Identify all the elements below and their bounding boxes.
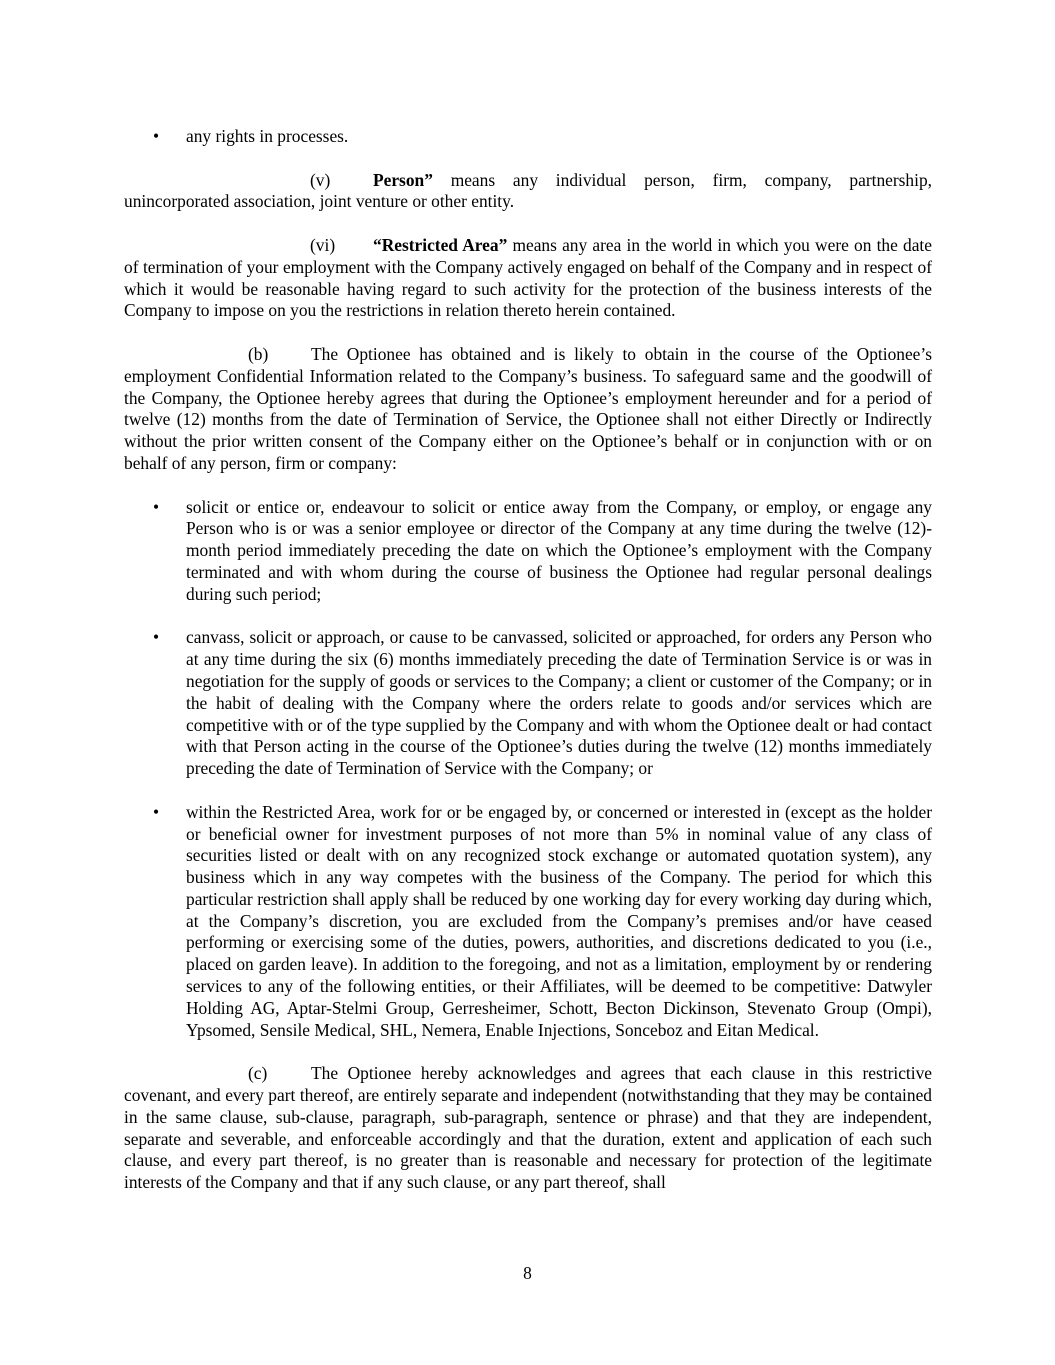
list-item (124, 126, 932, 148)
list-item-text: canvass, solicit or approach, or cause to be canvassed, solicited or approached, for orders any Person who at any time during the six (6) months immediately preceding the date of Termination Service is or was in negotiation for the supply of goods or services to the Company; a client or customer of the Company; or in the habit of dealing with the Company where the orders relate to goods and/or services which are competitive with or of the type supplied by the Company and with whom the Optionee dealt or had contact with that Person acting in the course of the Optionee’s duties during the twelve (12) months immediately preceding the date of Termination of Service with the Company; or (186, 627, 932, 779)
list-item-text: within the Restricted Area, work for or be engaged by, or concerned or interested in (except as the holder or beneficial owner for investment purposes of not more than 5% in nominal value of any class of securities listed or dealt with on any recognized stock exchange or automated quotation system), any business which in any way competes with the business of the Company. The period for which this particular restriction shall apply shall be reduced by one working day for every working day during which, at the Company’s discretion, you are excluded from the Company’s premises and/or have ceased performing or exercising some of the duties, powers, authorities, and discretions dedicated to you (i.e., placed on garden leave). In addition to the foregoing, and not as a limitation, employment by or rendering services to any of the following entities, or their Affiliates, will be deemed to be competitive: Datwyler Holding AG, Aptar-Stelmi Group, Gerresheimer, Schott, Becton Dickinson, Stevenato Group (Ompi), Ypsomed, Sensile Medical, SHL, Nemera, Enable Injections, Sonceboz and Eitan Medical. (186, 801, 932, 1040)
page-number: 8 (523, 1263, 532, 1283)
list-item (124, 627, 932, 780)
list-item-text: solicit or entice or, endeavour to solicit or entice away from the Company, or employ, or engage any Person who is or was a senior employee or director of the Company at any time during the twelve (12)-month period immediately preceding the date on which the Optionee’s employment with the Company terminated and with whom during the course of business the Optionee had regular personal dealings during such period; (186, 496, 932, 604)
clause-label: (vi) (310, 234, 336, 255)
document-body (124, 126, 932, 1194)
paragraph-c (124, 1063, 932, 1194)
bullet-icon: • (153, 627, 160, 648)
bullet-icon: • (153, 126, 160, 146)
definition-text: means any individual person, firm, company, partnership, unincorporated association, joint venture or other entity. (124, 169, 932, 212)
list-item (124, 802, 932, 1042)
paragraph-text: The Optionee has obtained and is likely to obtain in the course of the Optionee’s employment Confidential Information related to the Company’s business. To safeguard same and the goodwill of the Company, the Optionee hereby agrees that during the Optionee’s employment hereunder and for a period of twelve (12) months from the date of Termination of Service, the Optionee shall not either Directly or Indirectly without the prior written consent of the Company either on the Optionee’s behalf or in conjunction with or on behalf of any person, firm or company: (124, 343, 932, 473)
paragraph-text: The Optionee hereby acknowledges and agrees that each clause in this restrictive covenant, and every part thereof, are entirely separate and independent (notwithstanding that they may be contained in the same clause, sub-clause, paragraph, sub-paragraph, sentence or phrase) and that they are independent, separate and severable, and enforceable accordingly and that the duration, extent and application of each such clause, and every part thereof, is no greater than is reasonable and necessary for protection of the legitimate interests of the Company and that if any such clause, or any part thereof, shall (124, 1063, 932, 1193)
clause-label: (c) (248, 1063, 268, 1084)
defined-term: “Restricted Area” (373, 234, 508, 255)
list-item (124, 497, 932, 606)
list-item-text: any rights in processes. (186, 126, 349, 146)
definition-text: means any area in the world in which you were on the date of termination of your employment with the Company actively engaged on behalf of the Company and in respect of which it would be reasonable having regard to such activity for the protection of the business interests of the Company to impose on you the restrictions in relation thereto herein contained. (124, 234, 932, 321)
bullet-icon: • (153, 496, 160, 517)
paragraph-b (124, 344, 932, 475)
bullet-icon: • (153, 801, 160, 822)
definition-restricted-area (124, 235, 932, 322)
definition-person (124, 170, 932, 214)
clause-label: (v) (310, 169, 331, 190)
defined-term: Person” (373, 169, 433, 190)
clause-label: (b) (248, 343, 269, 364)
